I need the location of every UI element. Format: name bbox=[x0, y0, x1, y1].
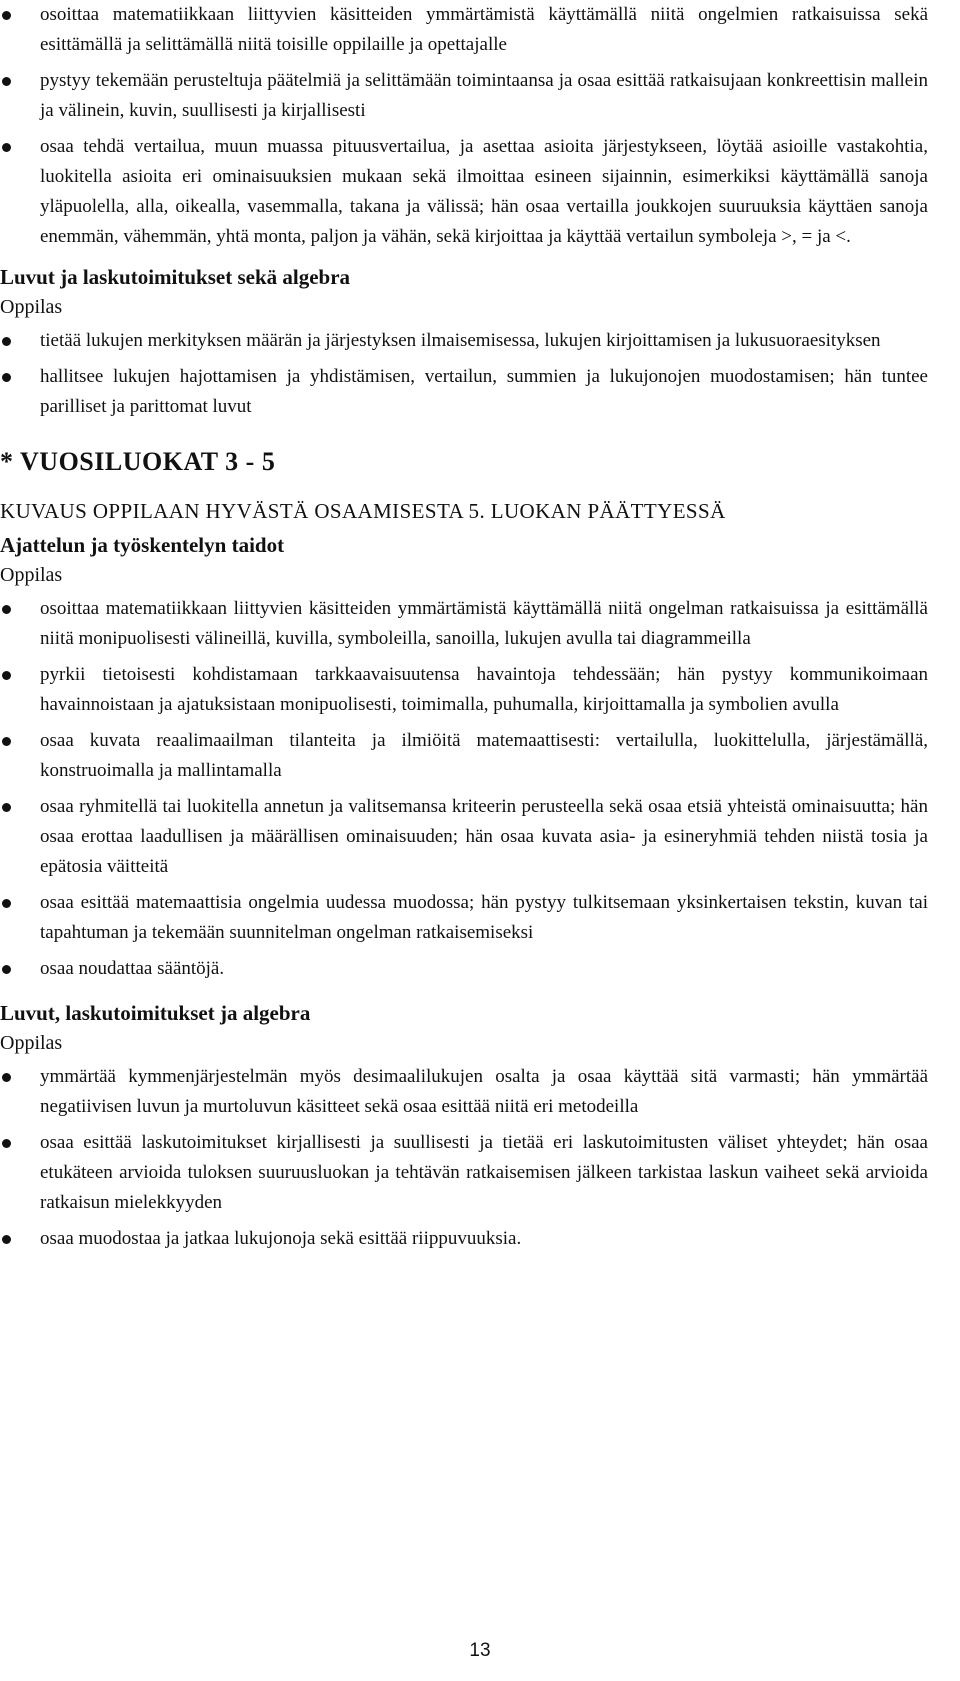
list-item-text: pyrkii tietoisesti kohdistamaan tarkkaavaisuutensa havaintoja tehdessään; hän pystyy kommunikoimaan havainnoistaan ja ajatuksistaan monipuolisesti, toimimalla, puhumalla, kirjoittamalla ja symbolien avulla bbox=[40, 664, 928, 715]
bullet-icon bbox=[2, 1073, 11, 1082]
list-item-text: osaa ryhmitellä tai luokitella annetun ja valitsemansa kriteerin perusteella sekä osaa etsiä yhteistä ominaisuutta; hän osaa erottaa laadullisen ja määrällisen ominaisuuden; hän osaa kuvata asia- ja esineryhmiä tehden niistä tosia ja epätosia väitteitä bbox=[40, 796, 928, 877]
bullet-icon bbox=[2, 1235, 11, 1244]
list-item bbox=[0, 362, 928, 422]
grade-title-block bbox=[0, 444, 928, 480]
list-item bbox=[0, 954, 928, 984]
list-item bbox=[0, 726, 928, 786]
bullet-icon bbox=[2, 605, 11, 614]
list-item-text: hallitsee lukujen hajottamisen ja yhdistämisen, vertailun, summien ja lukujonojen muodostamisen; hän tuntee parilliset ja parittomat luvut bbox=[40, 366, 928, 417]
section-numbers-grade5 bbox=[0, 998, 928, 1254]
bullet-icon bbox=[2, 899, 11, 908]
bullet-list bbox=[0, 594, 928, 984]
list-item bbox=[0, 132, 928, 252]
list-item bbox=[0, 326, 928, 356]
list-item bbox=[0, 1128, 928, 1218]
grade-title: * VUOSILUOKAT 3 - 5 bbox=[0, 447, 276, 476]
bullet-icon bbox=[2, 77, 11, 86]
bullet-icon bbox=[2, 11, 11, 20]
list-item-text: tietää lukujen merkityksen määrän ja järjestyksen ilmaisemisessa, lukujen kirjoittamisen ja lukusuoraesityksen bbox=[40, 330, 881, 351]
description-title: KUVAUS OPPILAAN HYVÄSTÄ OSAAMISESTA 5. LUOKAN PÄÄTTYESSÄ bbox=[0, 499, 726, 523]
list-item-text: osaa muodostaa ja jatkaa lukujonoja sekä esittää riippuvuuksia. bbox=[40, 1228, 522, 1249]
list-item-text: osaa esittää matemaattisia ongelmia uudessa muodossa; hän pystyy tulkitsemaan yksinkertaisen tekstin, kuvan tai tapahtuman ja tekemään suunnitelman ongelman ratkaisemiseksi bbox=[40, 892, 928, 943]
bullet-list bbox=[0, 0, 928, 252]
section-heading: Luvut, laskutoimitukset ja algebra bbox=[0, 1001, 311, 1025]
bullet-list bbox=[0, 326, 928, 422]
bullet-icon bbox=[2, 373, 11, 382]
list-item bbox=[0, 1224, 928, 1254]
list-item bbox=[0, 660, 928, 720]
bullet-icon bbox=[2, 671, 11, 680]
bullet-icon bbox=[2, 337, 11, 346]
bullet-icon bbox=[2, 143, 11, 152]
list-item-text: ymmärtää kymmenjärjestelmän myös desimaalilukujen osalta ja osaa käyttää sitä varmasti; hän ymmärtää negatiivisen luvun ja murtoluvun käsitteet sekä osaa esittää niitä eri metodeilla bbox=[40, 1066, 928, 1117]
list-item-text: pystyy tekemään perusteltuja päätelmiä ja selittämään toimintaansa ja osaa esittää ratkaisujaan konkreettisin mallein ja välinein, kuvin, suullisesti ja kirjallisesti bbox=[40, 70, 928, 121]
bullet-list bbox=[0, 1062, 928, 1254]
list-item bbox=[0, 888, 928, 948]
list-item bbox=[0, 1062, 928, 1122]
section-heading: Luvut ja laskutoimitukset sekä algebra bbox=[0, 265, 351, 289]
list-item-text: osaa tehdä vertailua, muun muassa pituusvertailua, ja asettaa asioita järjestykseen, löytää asioille vastakohtia, luokitella asioita eri ominaisuuksien mukaan sekä ilmoittaa esineen sijainnin, esimerkiksi käyttämällä sanoja yläpuolella, alla, oikealla, vasemmalla, takana ja välissä; hän osaa vertailla joukkojen suuruuksia käyttäen sanoja enemmän, vähemmän, yhtä monta, paljon ja vähän, sekä kirjoittaa ja käyttää vertailun symboleja >, = ja <. bbox=[40, 136, 928, 247]
section-subheading: Oppilas bbox=[0, 296, 63, 318]
section-numbers-grade1 bbox=[0, 262, 928, 422]
list-item bbox=[0, 594, 928, 654]
bullet-icon bbox=[2, 1139, 11, 1148]
section-intro-list bbox=[0, 0, 928, 252]
section-thinking-skills bbox=[0, 530, 928, 984]
list-item-text: osaa esittää laskutoimitukset kirjallisesti ja suullisesti ja tietää eri laskutoimitusten väliset yhteydet; hän osaa etukäteen arvioida tuloksen suuruusluokan ja tehtävän ratkaisemisen jälkeen tarkistaa laskun vaiheet sekä arvioida ratkaisun mielekkyyden bbox=[40, 1132, 928, 1213]
list-item bbox=[0, 0, 928, 60]
list-item bbox=[0, 66, 928, 126]
list-item-text: osoittaa matematiikkaan liittyvien käsitteiden ymmärtämistä käyttämällä niitä ongelmien ratkaisuissa sekä esittämällä ja selittämällä niitä toisille oppilaille ja opettajalle bbox=[40, 4, 928, 55]
list-item-text: osaa noudattaa sääntöjä. bbox=[40, 958, 225, 979]
section-subheading: Oppilas bbox=[0, 1032, 63, 1054]
list-item bbox=[0, 792, 928, 882]
page-number: 13 bbox=[469, 1640, 491, 1661]
list-item-text: osaa kuvata reaalimaailman tilanteita ja ilmiöitä matemaattisesti: vertailulla, luokittelulla, järjestämällä, konstruoimalla ja mallintamalla bbox=[40, 730, 928, 781]
section-heading: Ajattelun ja työskentelyn taidot bbox=[0, 533, 285, 557]
bullet-icon bbox=[2, 803, 11, 812]
section-subheading: Oppilas bbox=[0, 564, 63, 586]
bullet-icon bbox=[2, 737, 11, 746]
description-title-block bbox=[0, 496, 928, 526]
list-item-text: osoittaa matematiikkaan liittyvien käsitteiden ymmärtämistä käyttämällä niitä ongelman ratkaisuissa ja esittämällä niitä monipuolisesti välineillä, kuvilla, symboleilla, sanoilla, lukujen avulla tai diagrammeilla bbox=[40, 598, 928, 649]
bullet-icon bbox=[2, 965, 11, 974]
